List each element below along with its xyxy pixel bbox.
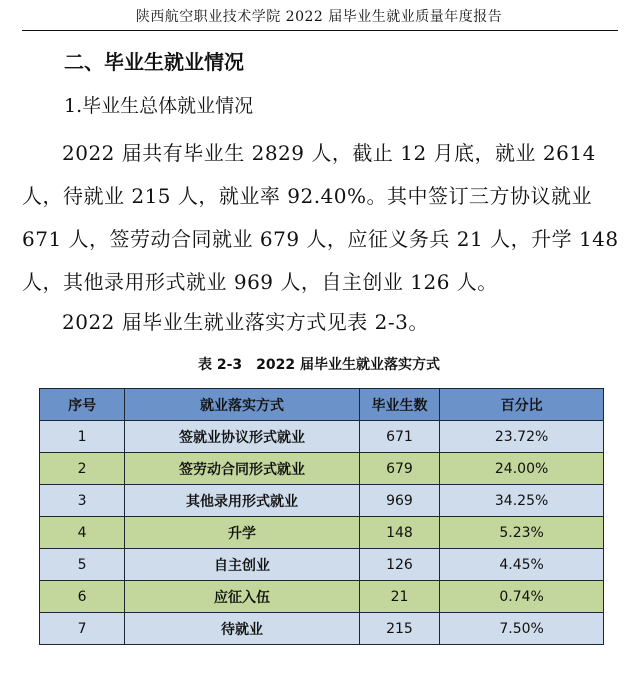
cell-index: 6	[40, 581, 125, 613]
table-row	[40, 485, 604, 517]
cell-method: 签就业协议形式就业	[125, 421, 360, 453]
table-caption-number: 表 2-3	[197, 357, 243, 373]
table-row	[40, 613, 604, 645]
cell-percent: 24.00%	[440, 453, 604, 485]
table-caption	[0, 354, 638, 374]
header-divider	[22, 30, 618, 31]
cell-index: 7	[40, 613, 125, 645]
cell-count: 679	[359, 453, 439, 485]
table-row	[40, 453, 604, 485]
cell-percent: 7.50%	[440, 613, 604, 645]
cell-method: 待就业	[125, 613, 360, 645]
table-row	[40, 517, 604, 549]
cell-method: 签劳动合同形式就业	[125, 453, 360, 485]
header-index: 序号	[40, 389, 125, 421]
cell-count: 126	[359, 549, 439, 581]
cell-index: 5	[40, 549, 125, 581]
section-title: 二、毕业生就业情况	[64, 50, 244, 74]
cell-percent: 23.72%	[440, 421, 604, 453]
cell-index: 3	[40, 485, 125, 517]
cell-percent: 5.23%	[440, 517, 604, 549]
employment-table	[39, 388, 604, 645]
cell-index: 1	[40, 421, 125, 453]
subsection-title: 1.毕业生总体就业情况	[64, 95, 254, 117]
header-count: 毕业生数	[359, 389, 439, 421]
header-percent: 百分比	[440, 389, 604, 421]
cell-method: 自主创业	[125, 549, 360, 581]
cell-index: 2	[40, 453, 125, 485]
cell-index: 4	[40, 517, 125, 549]
table-header-row	[40, 389, 604, 421]
table-row	[40, 549, 604, 581]
cell-percent: 0.74%	[440, 581, 604, 613]
cell-method: 其他录用形式就业	[125, 485, 360, 517]
summary-paragraph: 2022 届共有毕业生 2829 人，截止 12 月底，就业 2614 人，待就业 215 人，就业率 92.40%。其中签订三方协议就业 671 人，签劳动合同就业 679 人，应征义务兵 21 人，升学 148 人，其他录用形式就业 969 人，自主创业 126 人。	[22, 141, 619, 294]
page-header: 陕西航空职业技术学院 2022 届毕业生就业质量年度报告	[135, 9, 503, 25]
reference-paragraph: 2022 届毕业生就业落实方式见表 2-3。	[62, 310, 429, 334]
cell-method: 升学	[125, 517, 360, 549]
cell-count: 671	[359, 421, 439, 453]
cell-count: 21	[359, 581, 439, 613]
table-row	[40, 421, 604, 453]
cell-percent: 34.25%	[440, 485, 604, 517]
cell-count: 215	[359, 613, 439, 645]
cell-percent: 4.45%	[440, 549, 604, 581]
table-caption-title: 2022 届毕业生就业落实方式	[256, 357, 440, 373]
cell-method: 应征入伍	[125, 581, 360, 613]
cell-count: 148	[359, 517, 439, 549]
cell-count: 969	[359, 485, 439, 517]
table-row	[40, 581, 604, 613]
header-method: 就业落实方式	[125, 389, 360, 421]
